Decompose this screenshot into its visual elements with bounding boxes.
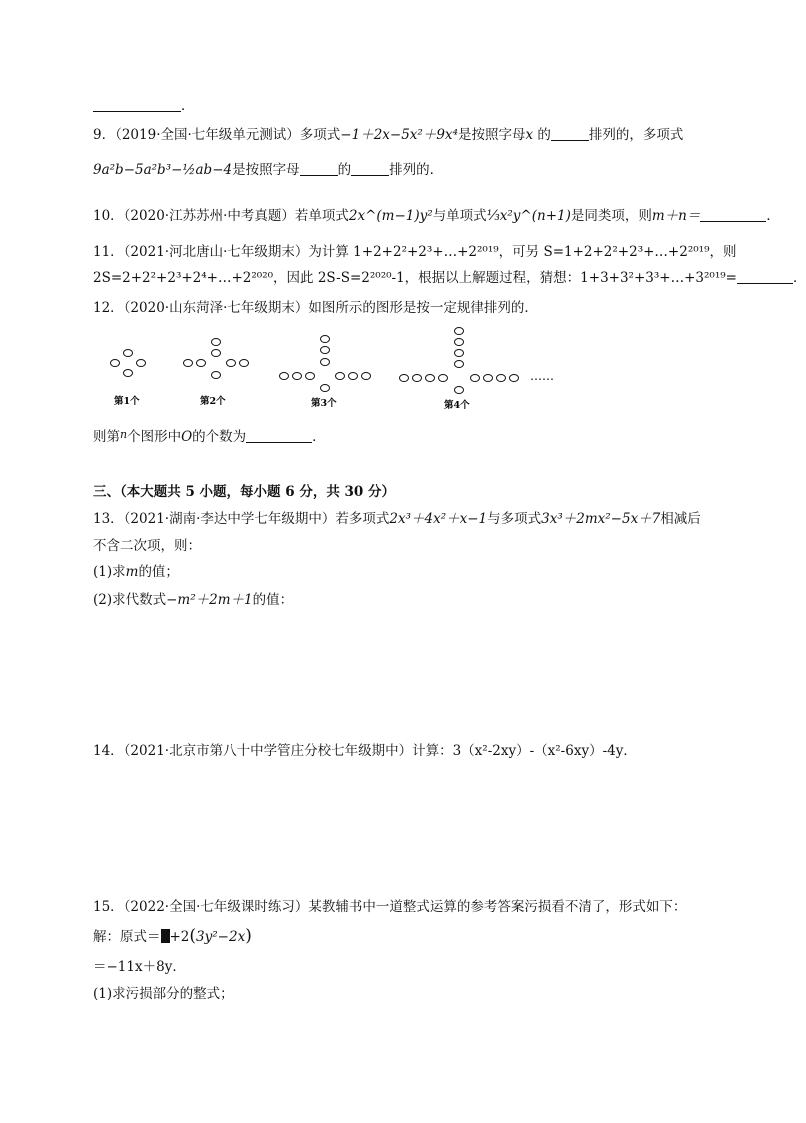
polynomial: −1＋2x−5x²＋9x⁴ [340, 127, 458, 143]
question-9-line-2: 9a²b−5a²b³−½ab−4是按照字母 的 排列的． [93, 162, 444, 178]
answer-blank[interactable] [300, 161, 338, 176]
question-11-line-1: 11．（2021·河北唐山·七年级期末）为计算 1+2+2²+2³+…+2²⁰¹⁹，可另 S=1+2+2²+2³+…+2²⁰¹⁹，则 [93, 244, 737, 260]
question-source: （2021·北京市第八十中学管庄分校七年级期中） [123, 743, 413, 759]
question-11-line-2: 2S=2+2²+2³+2⁴+…+2²⁰²⁰，因此 2S-S=2²⁰²⁰-1，根据以上解题过程，猜想：1+3+3²+3³+…+3²⁰¹⁹= ． [93, 270, 806, 286]
question-15: 15．（2022·全国·七年级课时练习）某教辅书中一道整式运算的参考答案污损看不清了，形式如下： [93, 899, 687, 915]
polynomial: 9a²b−5a²b³−½ab−4 [93, 162, 233, 178]
figure-1 [111, 350, 146, 377]
question-12-ask: 则第$^n$个图形中O的个数为 ． [93, 428, 326, 445]
monomial: 2x^(m−1)y² [348, 208, 433, 224]
question-number: 13． [93, 511, 124, 527]
circle [455, 350, 464, 357]
question-source: （2020·山东菏泽·七年级期末） [123, 300, 309, 316]
circle [497, 375, 506, 382]
circle [306, 373, 315, 380]
question-source: （2020·江苏苏州·中考真题） [123, 208, 295, 224]
question-source: （2021·湖南·李达中学七年级期中） [123, 511, 336, 527]
circle [362, 373, 371, 380]
circle [400, 375, 409, 382]
answer-blank[interactable] [700, 207, 766, 222]
circle [413, 375, 422, 382]
figure-label: 第4个 [444, 400, 470, 411]
circle [426, 375, 435, 382]
circle [321, 336, 330, 343]
circle [293, 373, 302, 380]
question-number: 14． [93, 743, 124, 759]
circle [184, 360, 193, 367]
figure-2 [184, 339, 249, 379]
figure-3 [280, 336, 371, 392]
answer-blank[interactable] [246, 428, 312, 443]
question-number: 9． [93, 127, 116, 143]
ink-stain [161, 929, 170, 943]
circle [212, 372, 221, 379]
question-source: （2021·河北唐山·七年级期末） [123, 244, 309, 260]
question-15-solution-1: 解：原式＝ +2(3y²−2x) [93, 926, 252, 946]
circle [124, 370, 133, 377]
circle [227, 360, 236, 367]
polynomial: 2x³＋4x²＋x−1 [389, 511, 488, 527]
question-number: 10． [93, 208, 124, 224]
question-14: 14．（2021·北京市第八十中学管庄分校七年级期中）计算：3（x²-2xy）-（x²-6xy）-4y． [93, 743, 637, 759]
figure-label: 第1个 [114, 396, 140, 407]
circle [124, 350, 133, 357]
answer-blank[interactable] [551, 126, 589, 141]
question-9-line-1: 9．（2019·全国·七年级单元测试）多项式−1＋2x−5x²＋9x⁴是按照字母x 的 排列的，多项式 [93, 127, 684, 143]
answer-blank[interactable] [351, 161, 389, 176]
figure-label: 第3个 [311, 398, 337, 409]
circle [197, 360, 206, 367]
answer-blank[interactable] [737, 269, 793, 284]
circle [510, 375, 519, 382]
answer-blank[interactable] [93, 97, 181, 112]
question-15-part-1: (1)求污损部分的整式； [93, 986, 234, 1002]
monomial: ⅓x²y^(n+1) [486, 208, 571, 224]
polynomial: 3x³＋2mx²−5x＋7 [541, 511, 661, 527]
question-13-part-2: (2)求代数式−m²＋2m＋1的值： [93, 592, 294, 608]
circle [484, 375, 493, 382]
circle [137, 360, 146, 367]
circle [455, 339, 464, 346]
ellipsis: …… [530, 369, 554, 383]
pattern-figure [100, 322, 570, 414]
figure-4 [400, 328, 519, 394]
circle [240, 360, 249, 367]
circle [321, 359, 330, 366]
circle [336, 373, 345, 380]
circle [321, 385, 330, 392]
figure-label: 第2个 [200, 396, 226, 407]
circle [455, 387, 464, 394]
circle [471, 375, 480, 382]
question-15-solution-2: ＝−11x＋8y． [93, 959, 186, 975]
question-number: 15． [93, 899, 124, 915]
previous-answer-line: ． [93, 96, 195, 116]
question-13-line-1: 13．（2021·湖南·李达中学七年级期中）若多项式2x³＋4x²＋x−1与多项式3x³＋2mx²−5x＋7相减后 [93, 511, 701, 527]
circle [321, 347, 330, 354]
circle [455, 328, 464, 335]
circle [212, 339, 221, 346]
question-13-part-1: (1)求m的值； [93, 564, 179, 580]
question-12: 12．（2020·山东菏泽·七年级期末）如图所示的图形是按一定规律排列的． [93, 300, 538, 316]
question-source: （2019·全国·七年级单元测试） [115, 127, 300, 143]
circle [111, 360, 120, 367]
question-source: （2022·全国·七年级课时练习） [123, 899, 309, 915]
question-10: 10．（2020·江苏苏州·中考真题）若单项式2x^(m−1)y²与单项式⅓x²y^(n+1)是同类项，则m＋n＝ ． [93, 208, 780, 224]
circle [455, 361, 464, 368]
circle [439, 375, 448, 382]
section-3-title: 三、（本大题共 5 小题，每小题 6 分，共 30 分） [93, 484, 396, 500]
circle [280, 373, 289, 380]
question-13-line-2: 不含二次项，则： [93, 538, 201, 554]
question-number: 11． [93, 244, 124, 260]
question-number: 12． [93, 300, 124, 316]
circle [349, 373, 358, 380]
circle [212, 350, 221, 357]
